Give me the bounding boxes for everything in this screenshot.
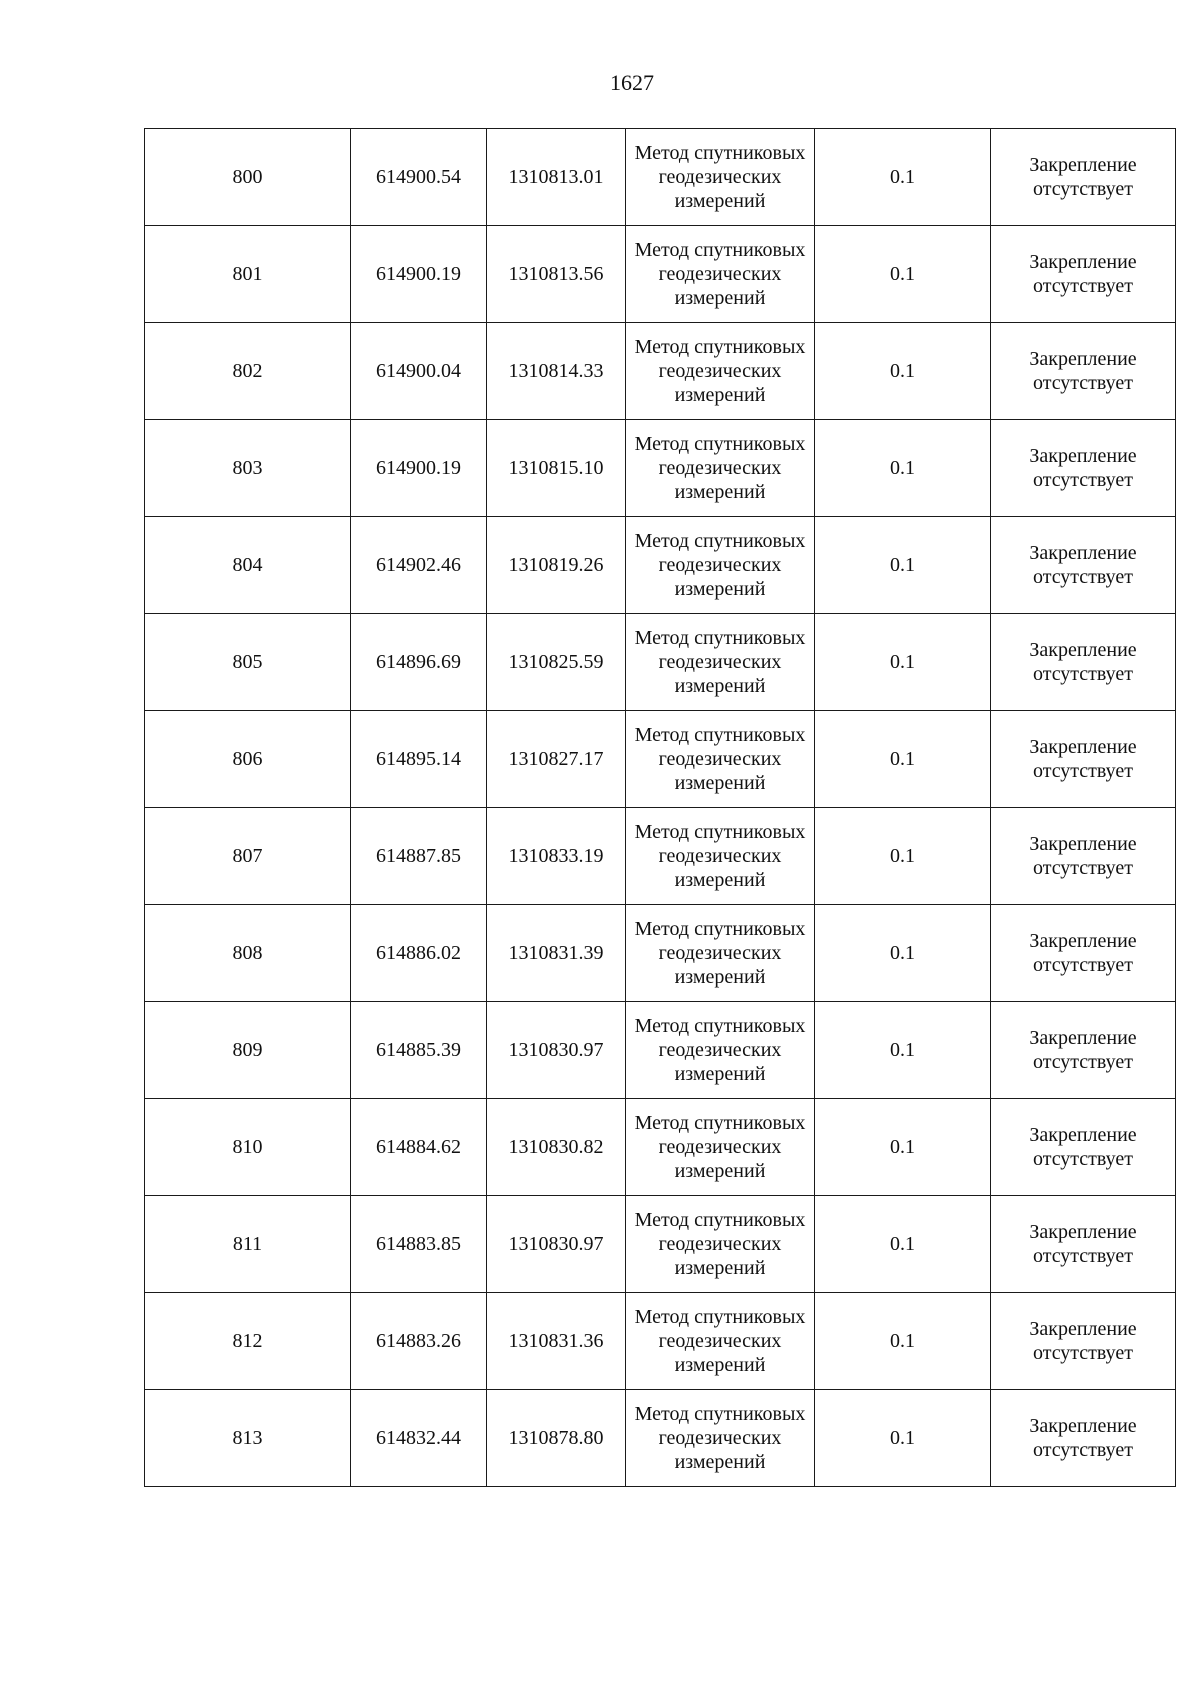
y-coordinate-cell: 1310813.01 (487, 129, 626, 226)
method-cell: Метод спутниковых геодезических измерений (626, 905, 815, 1002)
x-coordinate-cell: 614887.85 (351, 808, 487, 905)
table-row (145, 1196, 1176, 1293)
point-number-cell: 809 (145, 1002, 351, 1099)
method-cell: Метод спутниковых геодезических измерений (626, 1390, 815, 1487)
fixing-cell: Закрепление отсутствует (991, 1002, 1176, 1099)
method-cell: Метод спутниковых геодезических измерений (626, 129, 815, 226)
fixing-cell: Закрепление отсутствует (991, 905, 1176, 1002)
accuracy-cell: 0.1 (815, 1196, 991, 1293)
y-coordinate-cell: 1310827.17 (487, 711, 626, 808)
fixing-cell: Закрепление отсутствует (991, 614, 1176, 711)
accuracy-cell: 0.1 (815, 517, 991, 614)
fixing-cell: Закрепление отсутствует (991, 1293, 1176, 1390)
point-number-cell: 812 (145, 1293, 351, 1390)
fixing-cell: Закрепление отсутствует (991, 226, 1176, 323)
table-row (145, 711, 1176, 808)
table-row (145, 226, 1176, 323)
y-coordinate-cell: 1310830.97 (487, 1002, 626, 1099)
y-coordinate-cell: 1310815.10 (487, 420, 626, 517)
method-cell: Метод спутниковых геодезических измерений (626, 711, 815, 808)
point-number-cell: 813 (145, 1390, 351, 1487)
x-coordinate-cell: 614886.02 (351, 905, 487, 1002)
method-cell: Метод спутниковых геодезических измерений (626, 1002, 815, 1099)
table-row (145, 129, 1176, 226)
coordinates-table (144, 128, 1176, 1487)
method-cell: Метод спутниковых геодезических измерений (626, 517, 815, 614)
point-number-cell: 811 (145, 1196, 351, 1293)
accuracy-cell: 0.1 (815, 808, 991, 905)
page-number: 1627 (610, 70, 654, 95)
accuracy-cell: 0.1 (815, 226, 991, 323)
method-cell: Метод спутниковых геодезических измерений (626, 1099, 815, 1196)
method-cell: Метод спутниковых геодезических измерений (626, 1293, 815, 1390)
x-coordinate-cell: 614900.04 (351, 323, 487, 420)
accuracy-cell: 0.1 (815, 711, 991, 808)
fixing-cell: Закрепление отсутствует (991, 420, 1176, 517)
point-number-cell: 807 (145, 808, 351, 905)
method-cell: Метод спутниковых геодезических измерений (626, 323, 815, 420)
fixing-cell: Закрепление отсутствует (991, 129, 1176, 226)
y-coordinate-cell: 1310830.82 (487, 1099, 626, 1196)
y-coordinate-cell: 1310833.19 (487, 808, 626, 905)
table-row (145, 1002, 1176, 1099)
table-row (145, 517, 1176, 614)
point-number-cell: 808 (145, 905, 351, 1002)
y-coordinate-cell: 1310814.33 (487, 323, 626, 420)
fixing-cell: Закрепление отсутствует (991, 517, 1176, 614)
x-coordinate-cell: 614832.44 (351, 1390, 487, 1487)
point-number-cell: 803 (145, 420, 351, 517)
x-coordinate-cell: 614883.26 (351, 1293, 487, 1390)
x-coordinate-cell: 614900.19 (351, 226, 487, 323)
x-coordinate-cell: 614900.54 (351, 129, 487, 226)
fixing-cell: Закрепление отсутствует (991, 711, 1176, 808)
x-coordinate-cell: 614885.39 (351, 1002, 487, 1099)
y-coordinate-cell: 1310878.80 (487, 1390, 626, 1487)
method-cell: Метод спутниковых геодезических измерений (626, 226, 815, 323)
table-row (145, 420, 1176, 517)
accuracy-cell: 0.1 (815, 1390, 991, 1487)
method-cell: Метод спутниковых геодезических измерений (626, 808, 815, 905)
x-coordinate-cell: 614884.62 (351, 1099, 487, 1196)
x-coordinate-cell: 614896.69 (351, 614, 487, 711)
fixing-cell: Закрепление отсутствует (991, 1099, 1176, 1196)
table-row (145, 1390, 1176, 1487)
point-number-cell: 806 (145, 711, 351, 808)
accuracy-cell: 0.1 (815, 1293, 991, 1390)
accuracy-cell: 0.1 (815, 1099, 991, 1196)
table-row (145, 1293, 1176, 1390)
accuracy-cell: 0.1 (815, 614, 991, 711)
y-coordinate-cell: 1310825.59 (487, 614, 626, 711)
y-coordinate-cell: 1310831.36 (487, 1293, 626, 1390)
accuracy-cell: 0.1 (815, 420, 991, 517)
y-coordinate-cell: 1310819.26 (487, 517, 626, 614)
accuracy-cell: 0.1 (815, 905, 991, 1002)
point-number-cell: 802 (145, 323, 351, 420)
x-coordinate-cell: 614895.14 (351, 711, 487, 808)
table-row (145, 614, 1176, 711)
point-number-cell: 810 (145, 1099, 351, 1196)
point-number-cell: 800 (145, 129, 351, 226)
point-number-cell: 801 (145, 226, 351, 323)
fixing-cell: Закрепление отсутствует (991, 1390, 1176, 1487)
table-row (145, 808, 1176, 905)
y-coordinate-cell: 1310813.56 (487, 226, 626, 323)
x-coordinate-cell: 614883.85 (351, 1196, 487, 1293)
method-cell: Метод спутниковых геодезических измерений (626, 420, 815, 517)
fixing-cell: Закрепление отсутствует (991, 1196, 1176, 1293)
method-cell: Метод спутниковых геодезических измерений (626, 614, 815, 711)
coordinates-table-body (145, 129, 1176, 1487)
x-coordinate-cell: 614900.19 (351, 420, 487, 517)
table-row (145, 905, 1176, 1002)
accuracy-cell: 0.1 (815, 323, 991, 420)
accuracy-cell: 0.1 (815, 129, 991, 226)
table-row (145, 323, 1176, 420)
point-number-cell: 804 (145, 517, 351, 614)
fixing-cell: Закрепление отсутствует (991, 808, 1176, 905)
point-number-cell: 805 (145, 614, 351, 711)
y-coordinate-cell: 1310831.39 (487, 905, 626, 1002)
y-coordinate-cell: 1310830.97 (487, 1196, 626, 1293)
x-coordinate-cell: 614902.46 (351, 517, 487, 614)
table-row (145, 1099, 1176, 1196)
method-cell: Метод спутниковых геодезических измерений (626, 1196, 815, 1293)
accuracy-cell: 0.1 (815, 1002, 991, 1099)
fixing-cell: Закрепление отсутствует (991, 323, 1176, 420)
